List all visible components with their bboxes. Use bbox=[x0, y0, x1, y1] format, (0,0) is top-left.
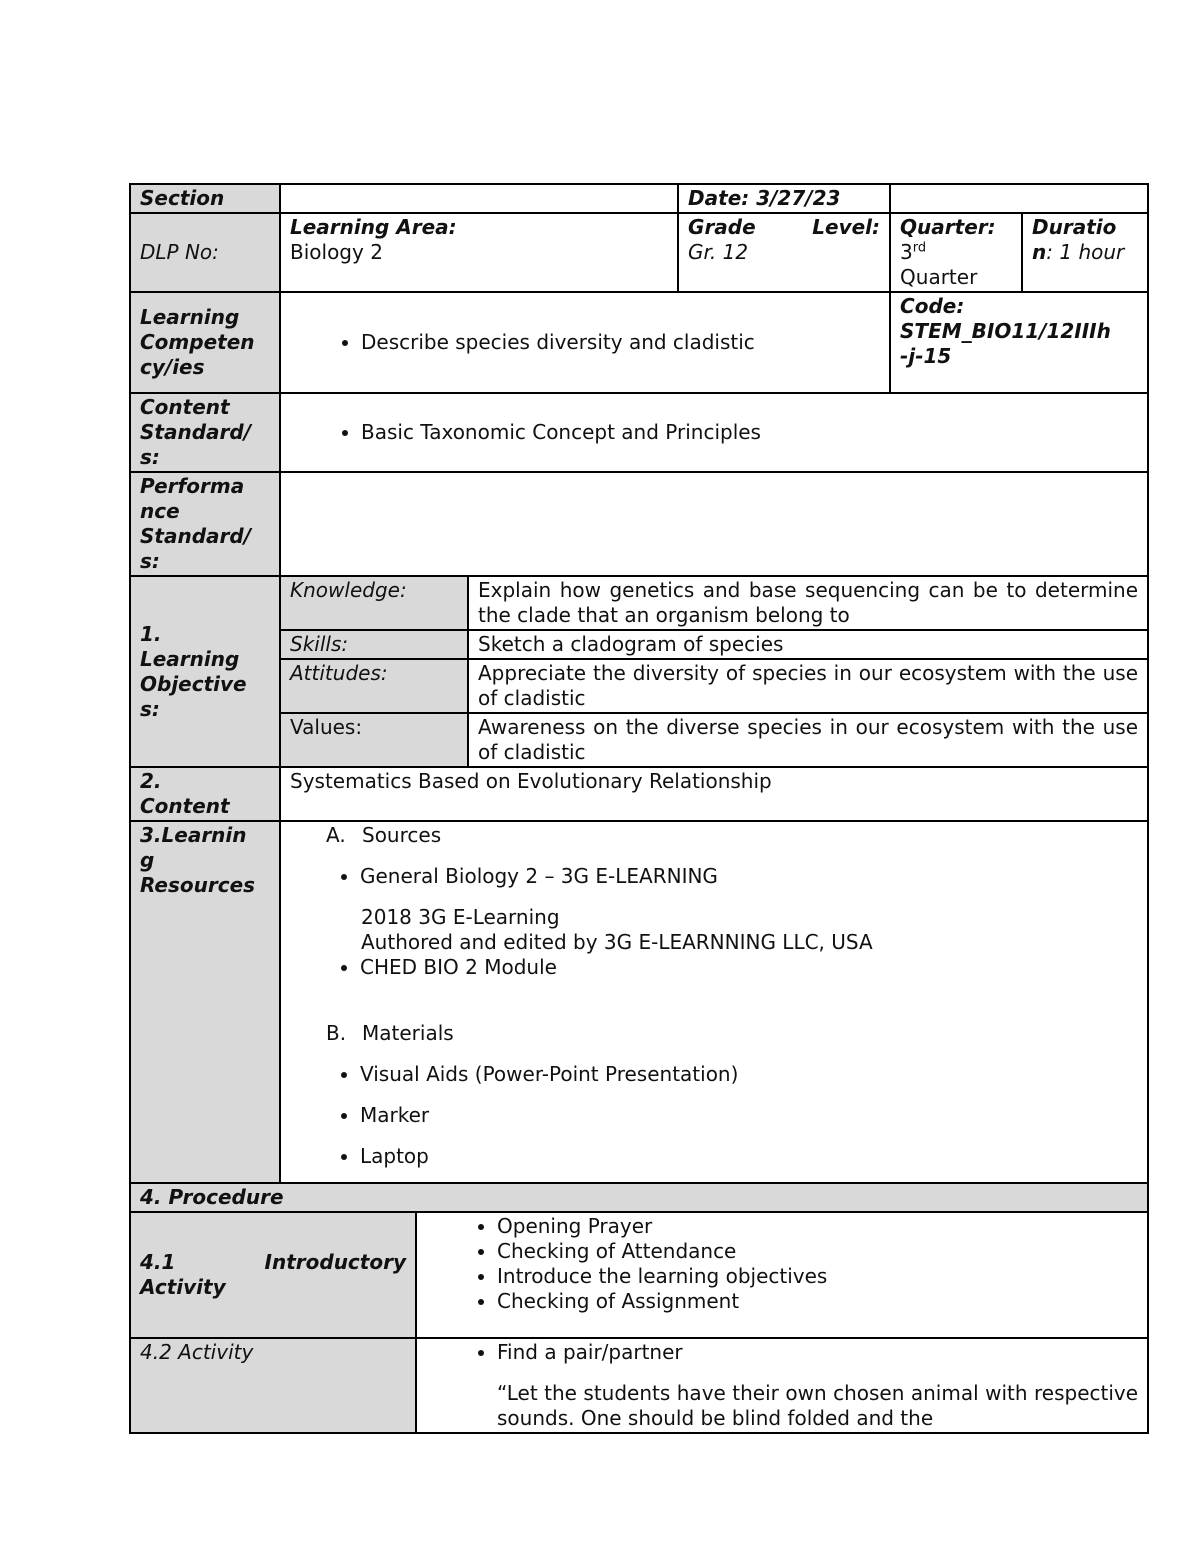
quarter-suffix: rd bbox=[912, 240, 927, 256]
resources-label-1: 3.Learnin bbox=[140, 823, 247, 847]
content-standard-cell bbox=[280, 393, 1148, 472]
source-1-line-2: 2018 3G E-Learning bbox=[361, 905, 560, 929]
knowledge-value: Explain how genetics and base sequencing can be to determine the clade that an organism belong to bbox=[468, 576, 1148, 630]
competency-label-3: cy/ies bbox=[140, 355, 205, 379]
dlp-label: DLP No: bbox=[130, 213, 280, 292]
activity-cell bbox=[416, 1338, 1148, 1433]
resources-label bbox=[130, 821, 280, 1183]
resources-label-2: g bbox=[140, 848, 155, 872]
code-label: Code: bbox=[900, 294, 965, 318]
learning-area-value: Biology 2 bbox=[290, 240, 383, 264]
section-value bbox=[280, 184, 678, 213]
material-item: • Visual Aids (Power-Point Presentation) bbox=[360, 1062, 1138, 1087]
performance-standard-label-3: Standard/ bbox=[140, 524, 251, 548]
lesson-plan-document bbox=[129, 183, 1147, 1434]
duration-value-line bbox=[1032, 240, 1138, 265]
skills-label: Skills: bbox=[280, 630, 468, 659]
content-label-1: 2. bbox=[140, 769, 162, 793]
date-value bbox=[890, 184, 1148, 213]
duration-value: : 1 hour bbox=[1046, 240, 1125, 264]
intro-activity-label bbox=[130, 1212, 416, 1338]
knowledge-label: Knowledge: bbox=[280, 576, 468, 630]
intro-item: • Checking of Assignment bbox=[497, 1289, 1138, 1314]
competency-label-1: Learning bbox=[140, 305, 240, 329]
performance-standard-label-4: s: bbox=[140, 549, 160, 573]
grade-level-label bbox=[688, 215, 880, 240]
source-1: • General Biology 2 – 3G E-LEARNING bbox=[360, 864, 1138, 889]
objectives-label-3: Objective bbox=[140, 671, 247, 696]
content-value: Systematics Based on Evolutionary Relationship bbox=[280, 767, 1148, 821]
attitudes-value: Appreciate the diversity of species in our ecosystem with the use of cladistic bbox=[468, 659, 1148, 713]
intro-label-2: Introductory bbox=[264, 1250, 406, 1274]
performance-standard-cell bbox=[280, 472, 1148, 576]
level-label: Level: bbox=[812, 215, 881, 239]
duration-label: Duratio bbox=[1032, 215, 1117, 239]
activity-text: “Let the students have their own chosen animal with respective sounds. One should be blind folded and the bbox=[497, 1381, 1139, 1430]
intro-item: • Opening Prayer bbox=[497, 1214, 1138, 1239]
materials-heading bbox=[290, 1021, 1138, 1046]
grade-level-cell bbox=[678, 213, 890, 292]
content-standard-label-3: s: bbox=[140, 445, 160, 469]
material-item: • Laptop bbox=[360, 1144, 1138, 1169]
sources-marker: A. bbox=[326, 823, 346, 847]
content-standard-item: • Basic Taxonomic Concept and Principles bbox=[361, 420, 1138, 445]
intro-label-3: Activity bbox=[140, 1275, 226, 1299]
activity-item: • Find a pair/partner bbox=[497, 1340, 1138, 1365]
resources-cell bbox=[280, 821, 1148, 1183]
duration-label-end: n bbox=[1032, 240, 1047, 264]
lesson-plan-table bbox=[129, 183, 1149, 1434]
intro-label-1: 4.1 bbox=[140, 1250, 176, 1274]
sources-heading bbox=[290, 823, 1138, 848]
attitudes-label: Attitudes: bbox=[280, 659, 468, 713]
code-value-1: STEM_BIO11/12IIIh bbox=[900, 319, 1111, 343]
performance-standard-label-2: nce bbox=[140, 499, 180, 523]
values-label: Values: bbox=[280, 713, 468, 767]
performance-standard-label bbox=[130, 472, 280, 576]
quarter-word: Quarter bbox=[900, 265, 978, 289]
quarter-value bbox=[900, 240, 1012, 265]
competency-label-2: Competen bbox=[140, 330, 255, 354]
resources-label-3: Resources bbox=[140, 873, 256, 897]
objectives-label-1: 1. bbox=[140, 621, 162, 646]
intro-item: • Introduce the learning objectives bbox=[497, 1264, 1138, 1289]
procedure-label: 4. Procedure bbox=[130, 1183, 1148, 1212]
grade-label: Grade bbox=[688, 215, 756, 239]
quarter-cell bbox=[890, 213, 1022, 292]
values-value: Awareness on the diverse species in our ecosystem with the use of cladistic bbox=[468, 713, 1148, 767]
grade-value: Gr. 12 bbox=[688, 240, 749, 264]
section-label: Section bbox=[130, 184, 280, 213]
intro-activity-cell bbox=[416, 1212, 1148, 1338]
content-standard-label-1: Content bbox=[140, 395, 230, 419]
learning-area-label: Learning Area: bbox=[290, 215, 457, 239]
materials-label: Materials bbox=[362, 1021, 454, 1045]
content-standard-label-2: Standard/ bbox=[140, 420, 251, 444]
intro-item: • Checking of Attendance bbox=[497, 1239, 1138, 1264]
activity-label: 4.2 Activity bbox=[130, 1338, 416, 1433]
sources-label: Sources bbox=[362, 823, 442, 847]
learning-area-cell bbox=[280, 213, 678, 292]
source-1-line-3: Authored and edited by 3G E-LEARNNING LLC, USA bbox=[361, 930, 873, 954]
date-label: Date: 3/27/23 bbox=[678, 184, 890, 213]
materials-marker: B. bbox=[326, 1021, 347, 1045]
duration-cell bbox=[1022, 213, 1148, 292]
objectives-label-4: s: bbox=[140, 696, 160, 721]
code-cell bbox=[890, 292, 1148, 393]
content-label-2: Content bbox=[140, 794, 230, 818]
objectives-label-2: Learning bbox=[140, 646, 240, 671]
content-label bbox=[130, 767, 280, 821]
competency-item: • Describe species diversity and cladistic bbox=[361, 330, 880, 355]
competency-cell bbox=[280, 292, 890, 393]
skills-value: Sketch a cladogram of species bbox=[468, 630, 1148, 659]
source-2: • CHED BIO 2 Module bbox=[360, 955, 1138, 980]
quarter-number: 3 bbox=[900, 240, 913, 264]
performance-standard-label-1: Performa bbox=[140, 474, 245, 498]
quarter-label: Quarter: bbox=[900, 215, 996, 239]
content-standard-label bbox=[130, 393, 280, 472]
intro-label-line bbox=[140, 1250, 406, 1275]
competency-label bbox=[130, 292, 280, 393]
material-item: • Marker bbox=[360, 1103, 1138, 1128]
code-value-2: -j-15 bbox=[900, 344, 952, 368]
objectives-label bbox=[130, 576, 280, 767]
